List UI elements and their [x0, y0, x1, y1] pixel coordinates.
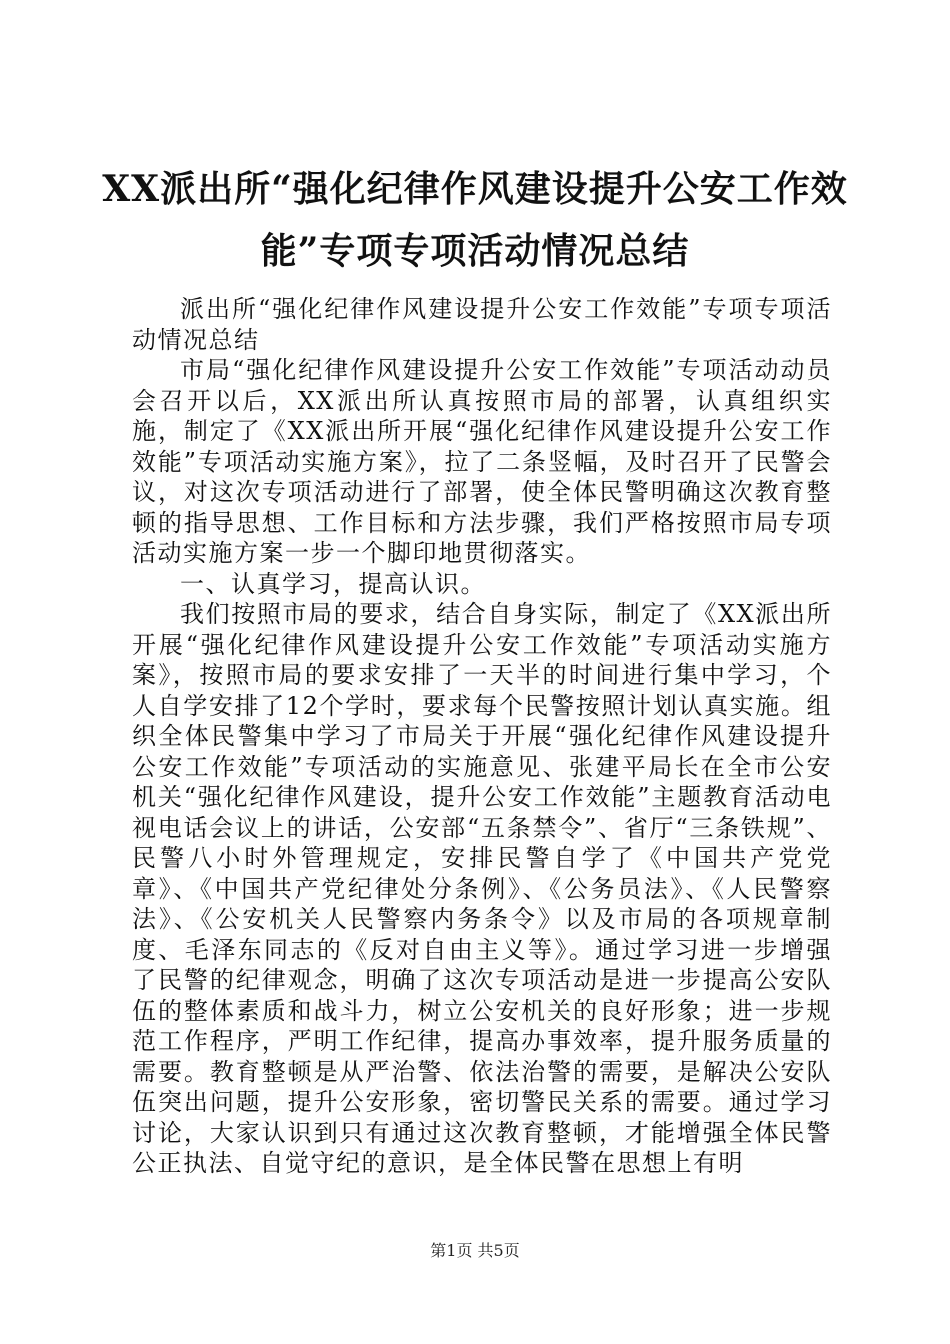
section-heading-1: 一、认真学习，提高认识。 [180, 569, 486, 598]
document-title: XX派出所“强化纪律作风建设提升公安工作效能”专项专项活动情况总结 [102, 168, 848, 272]
body-paragraph-subtitle: 派出所“强化纪律作风建设提升公安工作效能”专项专项活动情况总结 [132, 295, 832, 354]
document-body [132, 294, 832, 1179]
body-paragraph-study: 我们按照市局的要求，结合自身实际，制定了《XX派出所开展“强化纪律作风建设提升公安工作效能”专项活动实施方案》，按照市局的要求安排了一天半的时间进行集中学习，个人自学安排了12个学时，要求每个民警按照计划认真实施。组织全体民警集中学习了市局关于开展“强化纪律作风建设提升公安工作效能”专项活动的实施意见、张建平局长在全市公安机关“强化纪律作风建设，提升公安工作效能”主题教育活动电视电话会议上的讲话，公安部“五条禁令”、省厅“三条铁规”、民警八小时外管理规定，安排民警自学了《中国共产党党章》、《中国共产党纪律处分条例》、《公务员法》、《人民警察法》、《公安机关人民警察内务条令》以及市局的各项规章制度、毛泽东同志的《反对自由主义等》。通过学习进一步增强了民警的纪律观念，明确了这次专项活动是进一步提高公安队伍的整体素质和战斗力，树立公安机关的良好形象；进一步规范工作程序，严明工作纪律，提高办事效率，提升服务质量的需要。教育整顿是从严治警、依法治警的需要，是解决公安队伍突出问题，提升公安形象，密切警民关系的需要。通过学习讨论，大家认识到只有通过这次教育整顿，才能增强全体民警公正执法、自觉守纪的意识，是全体民警在思想上有明 [132, 600, 832, 1177]
body-paragraph-intro: 市局“强化纪律作风建设提升公安工作效能”专项活动动员会召开以后，XX派出所认真按照市局的部署，认真组织实施，制定了《XX派出所开展“强化纪律作风建设提升公安工作效能”专项活动实施方案》，拉了二条竖幅，及时召开了民警会议，对这次专项活动进行了部署，使全体民警明确这次教育整顿的指导思想、工作目标和方法步骤，我们严格按照市局专项活动实施方案一步一个脚印地贯彻落实。 [132, 356, 832, 567]
page-footer: 第1页 共5页 [430, 1241, 520, 1260]
